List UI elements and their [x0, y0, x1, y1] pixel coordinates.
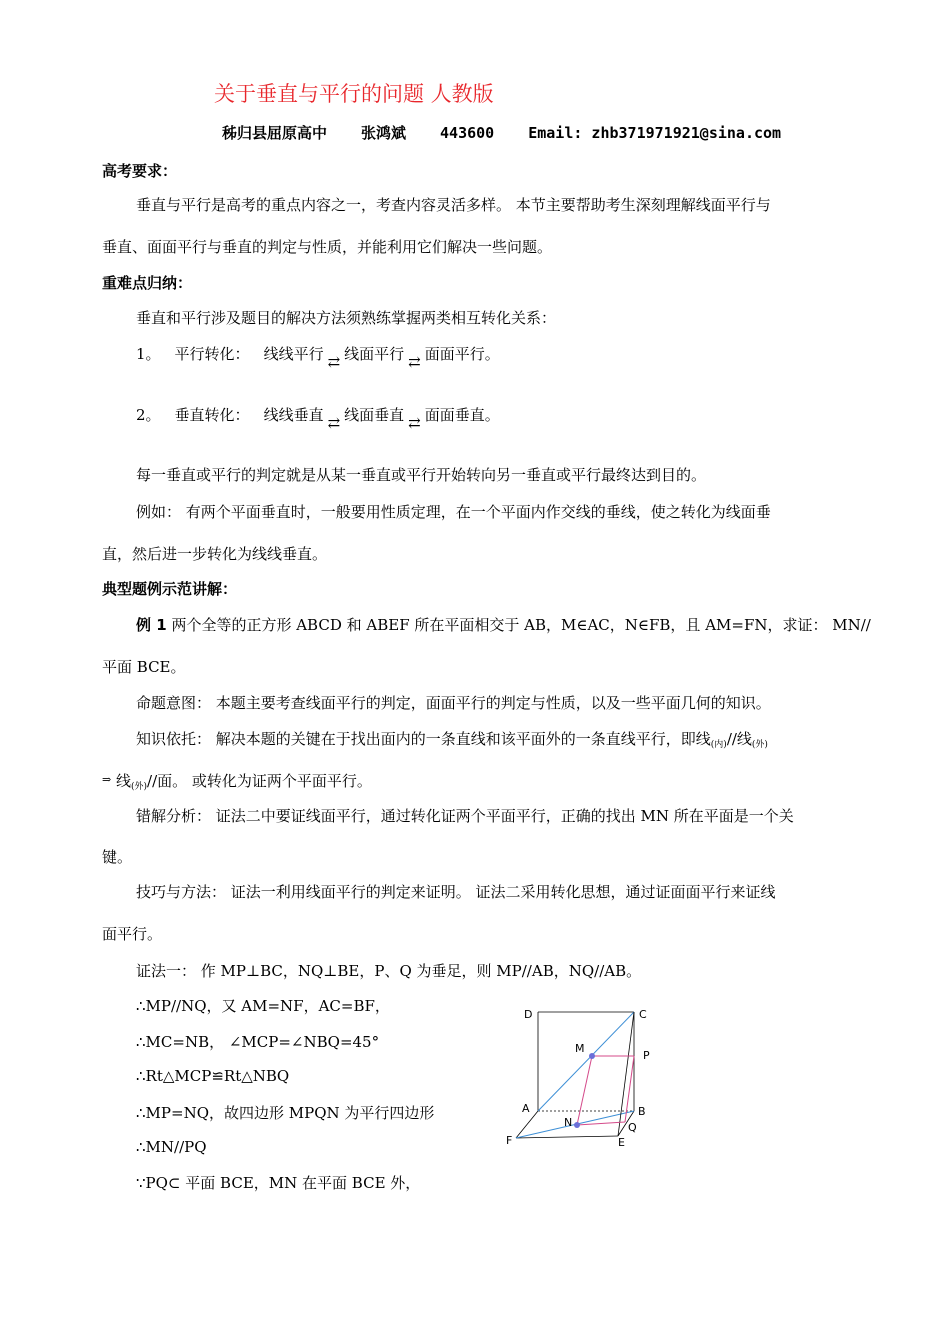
author-school: 秭归县屈原高中 — [222, 124, 328, 142]
proof-step-2: ∴MP//NQ，又 AM=NF，AC=BF， — [136, 997, 390, 1015]
example-1-line-1 — [136, 614, 871, 635]
item-number: 1。 — [136, 345, 161, 363]
section-heading-examples: 典型题例示范讲解： — [102, 580, 238, 598]
skill-line-2: 面平行。 — [102, 925, 163, 943]
label-P: P — [643, 1049, 650, 1062]
item-label: 平行转化： — [174, 345, 250, 363]
diagonal-AC — [538, 1012, 634, 1111]
proof-step-7: ∵PQ⊂ 平面 BCE，MN 在平面 BCE 外， — [136, 1174, 421, 1192]
segment-MN — [577, 1056, 592, 1125]
basis-text: 知识依托： 解决本题的关键在于找出面内的一条直线和该平面外的一条直线平行，即线 — [136, 730, 711, 748]
author-name: 张鸿斌 — [361, 124, 407, 142]
label-F: F — [506, 1134, 513, 1147]
error-line-2: 键。 — [102, 848, 133, 866]
basis-subscript: (外) — [751, 740, 768, 750]
author-zip: 443600 — [440, 124, 495, 142]
line-line-parallel: 线线平行 — [263, 345, 324, 363]
edge-FE — [516, 1136, 618, 1138]
skill-line-1: 技巧与方法： 证法一利用线面平行的判定来证明。 证法二采用转化思想，通过证面面平行来证线 — [136, 883, 776, 901]
label-B: B — [638, 1105, 646, 1118]
requirements-line-2: 垂直、面面平行与垂直的判定与性质，并能利用它们解决一些问题。 — [102, 238, 553, 256]
basis-text: 线 — [116, 772, 132, 790]
basis-line-1 — [136, 728, 768, 750]
basis-text: //线 — [726, 730, 752, 748]
plane-plane-perpendicular: 面面垂直。 — [424, 406, 500, 424]
geometry-figure — [500, 1000, 670, 1160]
paragraph-example-line-1: 例如： 有两个平面垂直时，一般要用性质定理，在一个平面内作交线的垂线，使之转化为线面垂 — [136, 503, 771, 521]
proof-step-4: ∴Rt△MCP≌Rt△NBQ — [136, 1067, 290, 1085]
basis-subscript: (内) — [710, 740, 727, 750]
line-line-perpendicular: 线线垂直 — [263, 406, 324, 424]
proof-step-1: 证法一： 作 MP⊥BC，NQ⊥BE，P、Q 为垂足，则 MP//AB，NQ//AB。 — [136, 962, 642, 980]
plane-plane-parallel: 面面平行。 — [424, 345, 500, 363]
paragraph-example-line-2: 直，然后进一步转化为线线垂直。 — [102, 545, 328, 563]
label-N: N — [564, 1116, 573, 1129]
item-label: 垂直转化： — [174, 406, 250, 424]
proof-step-3: ∴MC=NB， ∠MCP=∠NBQ=45° — [136, 1033, 380, 1051]
point-N — [574, 1122, 580, 1128]
author-line — [222, 122, 781, 143]
point-M — [589, 1053, 595, 1059]
error-line-1: 错解分析： 证法二中要证线面平行，通过转化证两个平面平行，正确的找出 MN 所在平面是一个关 — [136, 807, 794, 825]
paragraph-goal: 每一垂直或平行的判定就是从某一垂直或平行开始转向另一垂直或平行最终达到目的。 — [136, 466, 707, 484]
line-plane-parallel: 线面平行 — [344, 345, 405, 363]
basis-line-2 — [102, 770, 372, 792]
example-1-statement: 两个全等的正方形 ABCD 和 ABEF 所在平面相交于 AB，M∈AC，N∈FB，且 AM=FN，求证： MN// — [171, 616, 871, 634]
label-M: M — [575, 1042, 585, 1055]
label-C: C — [639, 1008, 647, 1021]
intent-paragraph: 命题意图： 本题主要考查线面平行的判定，面面平行的判定与性质，以及一些平面几何的知识。 — [136, 694, 771, 712]
document-title: 关于垂直与平行的问题 人教版 — [214, 82, 494, 106]
label-Q: Q — [628, 1121, 637, 1134]
label-E: E — [618, 1136, 625, 1149]
item-number: 2。 — [136, 406, 161, 424]
label-A: A — [522, 1102, 530, 1115]
section-heading-requirements: 高考要求： — [102, 162, 178, 180]
proof-step-5: ∴MP=NQ，故四边形 MPQN 为平行四边形 — [136, 1104, 435, 1122]
basis-subscript: (外) — [131, 782, 148, 792]
transform-item-perpendicular — [136, 404, 500, 431]
two-way-arrow-icon: ⇄ — [327, 353, 341, 371]
example-1-label: 例 1 — [136, 616, 167, 634]
requirements-line-1: 垂直与平行是高考的重点内容之一，考查内容灵活多样。 本节主要帮助考生深刻理解线面平行与 — [136, 196, 771, 214]
implies-arrow-icon: ⇒ — [102, 773, 112, 786]
proof-step-6: ∴MN//PQ — [136, 1138, 207, 1156]
example-1-line-2: 平面 BCE。 — [102, 658, 186, 676]
author-email: Email: zhb371971921@sina.com — [528, 124, 782, 142]
label-D: D — [524, 1008, 533, 1021]
line-plane-perpendicular: 线面垂直 — [344, 406, 405, 424]
two-way-arrow-icon: ⇄ — [408, 414, 421, 432]
two-way-arrow-icon: ⇄ — [327, 414, 341, 432]
transform-item-parallel — [136, 343, 500, 370]
basis-text: //面。 或转化为证两个平面平行。 — [147, 772, 372, 790]
key-points-intro: 垂直和平行涉及题目的解决方法须熟练掌握两类相互转化关系： — [136, 309, 557, 327]
section-heading-key-points: 重难点归纳： — [102, 274, 193, 292]
two-way-arrow-icon: ⇄ — [408, 353, 421, 371]
